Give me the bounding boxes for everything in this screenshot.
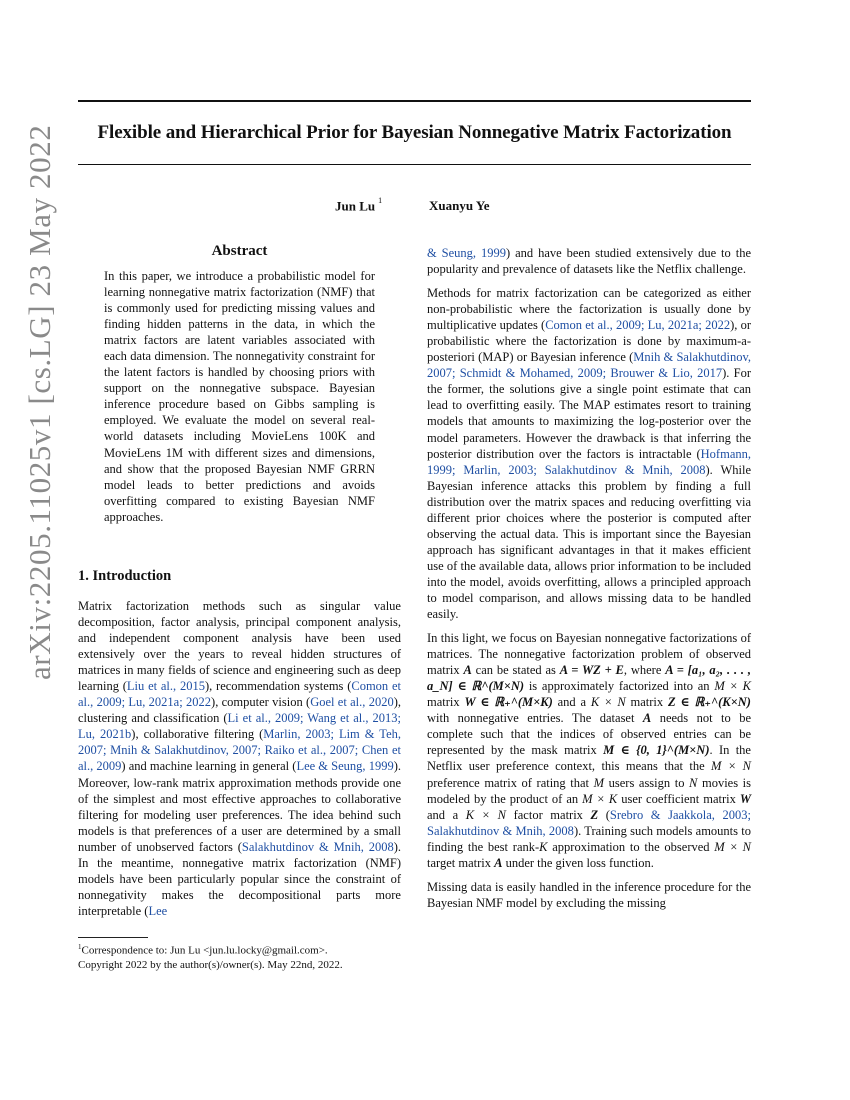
right-paragraph-3: Missing data is easily handled in the inference procedure for the Bayesian NMF model by excluding the missing [427,879,751,910]
right-column-body [427,245,751,919]
right-paragraph-1: Methods for matrix factorization can be categorized as either non-probabilistic where the factorization is usually done by multiplicative updates (Comon et al., 2009; Lu, 2021a; 2022), or probabilistic where the factorization is done by maximum-a-posteriori (MAP) or Bayesian inference (Mnih & Salakhutdinov, 2007; Schmidt & Mohamed, 2009; Brouwer & Lio, 2017). For the former, the solutions give a single point estimate that can lead to overfitting easily. The MAP estimates resort to training models that amounts to maximizing the log-posterior over the model parameters. However the drawback is that inferring the posterior distribution over the factors is intractable (Hofmann, 1999; Marlin, 2003; Salakhutdinov & Mnih, 2008). While Bayesian inference attacks this problem by finding a full distribution over the matrix spaces and reducing overfitting via different prior choices where the posterior is computed after observing the actual data. This is important since the Bayesian approach has significant advantages in that it makes efficient use of the available data, allows prior information to be included into the model, avoids overfitting, allows a principled approach to model comparison, and allows missing data to be handled easily. [427,286,752,622]
footnote-correspondence: $^1$Correspondence to: Jun Lu <jun.lu.locky@gmail.com>. [78,943,328,957]
math-expression: W [739,791,751,806]
math-expression: M × N [714,839,751,854]
citation-link[interactable]: Lee & Seung, 1999 [296,759,394,774]
math-expression: M × K [714,679,751,694]
paper-title: Flexible and Hierarchical Prior for Bayesian Nonnegative Matrix Factorization [97,122,732,143]
math-expression: Z [590,807,599,822]
math-expression: A [642,711,652,726]
right-paragraph-2: In this light, we focus on Bayesian nonnegative factorizations of matrices. The nonnegative factorization problem of observed matrix A can be stated as A = WZ + E, where A = [a₁, a₂, . . . , a_N] ∈ ℝ^(M×N) is approximately factorized into an M × K matrix W ∈ ℝ₊^(M×K) and a K × N matrix Z ∈ ℝ₊^(K×N) with nonnegative entries. The dataset A needs not to be complete such that the indices of observed entries can be represented by the mask matrix M ∈ {0, 1}^(M×N). In the Netflix user preference context, this means that the M × N preference matrix of rating that M users assign to N movies is modeled by the product of an M × K user coefficient matrix W and a K × N factor matrix Z (Srebro & Jaakkola, 2003; Salakhutdinov & Mnih, 2008). Training such models amounts to finding the best rank-K approximation to the observed M × N target matrix A under the given loss function. [427,631,752,870]
title-top-rule [78,100,751,102]
citation-link[interactable]: Hofmann, 1999; Marlin, 2003; Salakhutdinov & Mnih, 2008 [427,446,751,477]
citation-link[interactable]: Lee [148,903,168,918]
title-bottom-rule [78,164,751,165]
math-expression: W ∈ ℝ₊^(M×K) [464,695,553,710]
footnote-rule [78,937,148,938]
citation-link[interactable]: Liu et al., 2015 [126,679,205,694]
citation-link[interactable]: Goel et al., 2020 [310,695,394,710]
math-expression: K × N [590,695,626,710]
citation-link[interactable]: Comon et al., 2009; Lu, 2021a; 2022 [545,318,731,333]
math-expression: K [539,839,548,854]
citation-link[interactable]: Marlin, 2003; Lim & Teh, 2007; Mnih & Salakhutdinov, 2007; Raiko et al., 2007; Chen et al., 2009 [78,727,401,774]
right-paragraph-0: & Seung, 1999) and have been studied extensively due to the popularity and prevalence of datasets like the Netflix challenge. [427,246,751,277]
abstract-text: In this paper, we introduce a probabilistic model for learning nonnegative matrix factorization (NMF) that is commonly used for predicting missing values and finding hidden patterns in the data, in which the matrix factors are latent variables associated with each data dimension. The nonnegativity constraint for the latent factors is handled by choosing priors with support on the nonnegative subspace. Bayesian inference procedure based on Gibbs sampling is employed. We evaluate the model on several real-world datasets including MovieLens 100K and MovieLens 1M with different sizes and dimensions, and show that the proposed Bayesian NMF GRRN model leads to better predictions and avoids overfitting compared to existing Bayesian NMF approaches. [104,269,375,524]
math-expression: A [463,663,472,678]
math-expression: M × N [711,759,752,774]
math-expression: N [689,775,698,790]
citation-link[interactable]: Mnih & Salakhutdinov, 2007; Schmidt & Mohamed, 2009; Brouwer & Lio, 2017 [427,350,752,381]
author-1: Jun Lu $^1$ [335,196,383,214]
footnote-copyright: Copyright 2022 by the author(s)/owner(s). May 22nd, 2022. [78,959,343,972]
math-expression: A = [a₁, a₂, . . . , a_N] ∈ ℝ^(M×N) [427,663,751,694]
math-expression: A = WZ + E [559,663,624,678]
footnote [78,940,401,973]
introduction-body [78,598,401,919]
math-expression: M [593,775,605,790]
citation-link[interactable]: Srebro & Jaakkola, 2003; Salakhutdinov & Mnih, 2008 [427,807,751,838]
intro-paragraph-1: Matrix factorization methods such as singular value decomposition, factor analysis, principal component analysis, and independent component analysis have been used extensively over the years to reveal hidden structures of matrices in many fields of science and engineering such as deep learning (Liu et al., 2015), recommendation systems (Comon et al., 2009; Lu, 2021a; 2022), computer vision (Goel et al., 2020), clustering and classification (Li et al., 2009; Wang et al., 2013; Lu, 2021b), collaborative filtering (Marlin, 2003; Lim & Teh, 2007; Mnih & Salakhutdinov, 2007; Raiko et al., 2007; Chen et al., 2009) and machine learning in general (Lee & Seung, 1999). Moreover, low-rank matrix approximation methods provide one of the simplest and most effective approaches to collaborative filtering for modeling user preferences. The idea behind such models is that preferences of a user are determined by a small number of unobserved factors (Salakhutdinov & Mnih, 2008). In the meantime, nonnegative matrix factorization (NMF) models have been particularly popular since the constraint of nonnegativity makes the decompositional parts more interpretable (Lee [78,599,402,918]
math-expression: M ∈ {0, 1}^(M×N) [603,743,710,758]
arxiv-stamp: arXiv:2205.11025v1 [cs.LG] 23 May 2022 [22,124,57,680]
citation-link[interactable]: Li et al., 2009; Wang et al., 2013; Lu, 2021b [78,711,402,742]
citation-link[interactable]: & Seung, 1999 [427,246,506,260]
abstract-heading: Abstract [211,243,268,259]
math-expression: K × N [465,807,507,822]
math-expression: Z ∈ ℝ₊^(K×N) [667,695,751,710]
author-2: Xuanyu Ye [429,198,490,213]
citation-link[interactable]: Salakhutdinov & Mnih, 2008 [241,839,394,854]
citation-link[interactable]: Comon et al., 2009; Lu, 2021a; 2022 [78,679,401,710]
math-expression: A [494,855,503,870]
math-expression: M × K [582,791,618,806]
affiliation-mark: 1 [378,196,383,205]
abstract-body [104,268,375,525]
section-heading-introduction: 1. Introduction [78,568,172,584]
